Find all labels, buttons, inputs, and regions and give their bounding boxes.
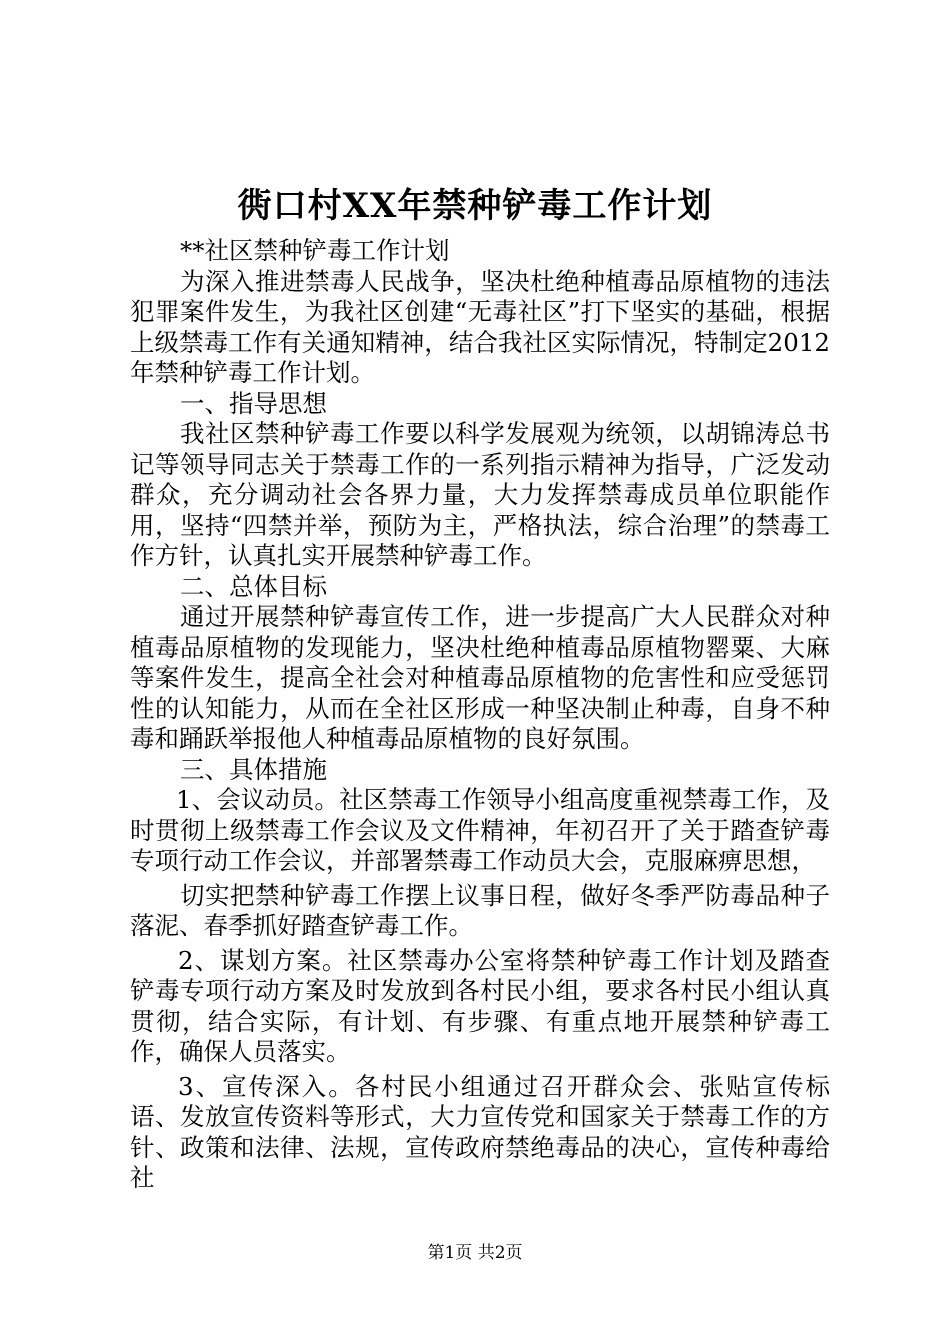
section1-paragraph: 我社区禁种铲毒工作要以科学发展观为统领，以胡锦涛总书记等领导同志关于禁毒工作的一系列指示精神为指导，广泛发动群众，充分调动社会各界力量，大力发挥禁毒成员单位职能作用，坚持“四禁并举，预防为主，严格执法，综合治理”的禁毒工作方针，认真扎实开展禁种铲毒工作。 [130, 419, 830, 570]
section2-paragraph: 通过开展禁种铲毒宣传工作，进一步提高广大人民群众对种植毒品原植物的发现能力，坚决杜绝种植毒品原植物罂粟、大麻等案件发生，提高全社会对种植毒品原植物的危害性和应受惩罚性的认知能力，从而在全社区形成一种坚决制止种毒，自身不种毒和踊跃举报他人种植毒品原植物的良好氛围。 [130, 602, 830, 753]
subtitle: **社区禁种铲毒工作计划 [180, 236, 450, 265]
measure1-continued-paragraph: 切实把禁种铲毒工作摆上议事日程，做好冬季严防毒品种子落泥、春季抓好踏查铲毒工作。 [130, 880, 830, 940]
document-body [130, 236, 830, 1194]
section3-heading: 三、具体措施 [180, 754, 327, 784]
measure3-paragraph: 3、宣传深入。各村民小组通过召开群众会、张贴宣传标语、发放宣传资料等形式，大力宣传党和国家关于禁毒工作的方针、政策和法律、法规，宣传政府禁绝毒品的决心，宣传种毒给社 [130, 1071, 830, 1192]
section2-heading: 二、总体目标 [180, 571, 327, 601]
measure2-paragraph: 2、谋划方案。社区禁毒办公室将禁种铲毒工作计划及踏查铲毒专项行动方案及时发放到各村民小组，要求各村民小组认真贯彻，结合实际，有计划、有步骤、有重点地开展禁种铲毒工作，确保人员落实。 [130, 945, 830, 1066]
measure1-paragraph: 1、会议动员。社区禁毒工作领导小组高度重视禁毒工作，及时贯彻上级禁毒工作会议及文件精神，年初召开了关于踏查铲毒专项行动工作会议，并部署禁毒工作动员大会，克服麻痹思想， [130, 785, 830, 875]
section1-heading: 一、指导思想 [180, 388, 327, 418]
intro-paragraph: 为深入推进禁毒人民战争，坚决杜绝种植毒品原植物的违法犯罪案件发生，为我社区创建“无毒社区”打下坚实的基础，根据上级禁毒工作有关通知精神，结合我社区实际情况，特制定2012年禁种铲毒工作计划。 [130, 266, 830, 387]
document-title: 衖口村XX年禁种铲毒工作计划 [237, 186, 713, 226]
page-footer: 第1页 共2页 [427, 1243, 523, 1263]
